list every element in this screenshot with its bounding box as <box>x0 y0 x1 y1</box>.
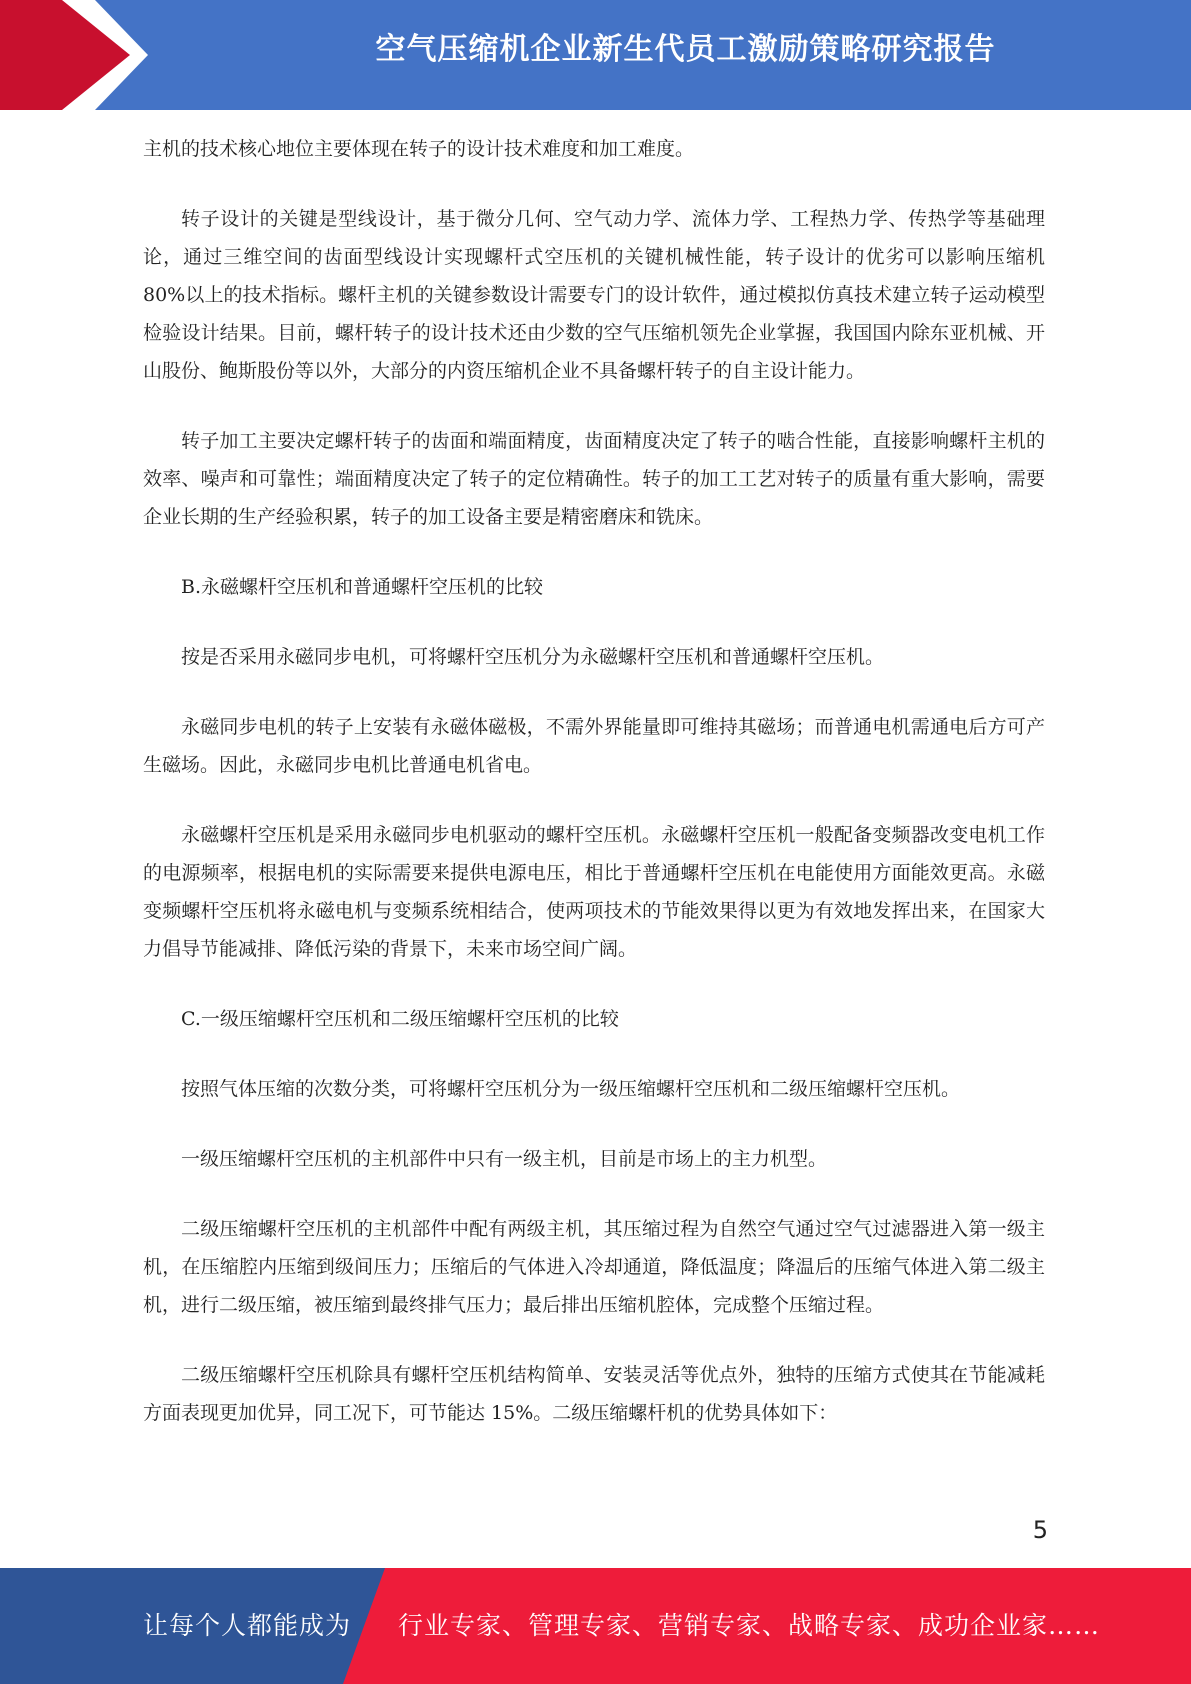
section-heading: B.永磁螺杆空压机和普通螺杆空压机的比较 <box>181 576 544 598</box>
header-chevron-icon <box>0 0 160 110</box>
document-title: 空气压缩机企业新生代员工激励策略研究报告 <box>375 32 996 67</box>
section-heading: C.一级压缩螺杆空压机和二级压缩螺杆空压机的比较 <box>181 1008 619 1030</box>
page-number: 5 <box>1032 1516 1048 1544</box>
paragraph: 按照气体压缩的次数分类，可将螺杆空压机分为一级压缩螺杆空压机和二级压缩螺杆空压机。 <box>181 1078 961 1100</box>
paragraph: 永磁螺杆空压机是采用永磁同步电机驱动的螺杆空压机。永磁螺杆空压机一般配备变频器改变电机工作的电源频率，根据电机的实际需要来提供电源电压，相比于普通螺杆空压机在电能使用方面能效更高。永磁变频螺杆空压机将永磁电机与变频系统相结合，使两项技术的节能效果得以更为有效地发挥出来，在国家大力倡导节能减排、降低污染的背景下，未来市场空间广阔。 <box>143 824 1045 960</box>
paragraph: 按是否采用永磁同步电机，可将螺杆空压机分为永磁螺杆空压机和普通螺杆空压机。 <box>181 646 885 668</box>
page-footer <box>0 1568 1191 1684</box>
document-body <box>143 130 1045 1464</box>
paragraph: 主机的技术核心地位主要体现在转子的设计技术难度和加工难度。 <box>143 138 695 160</box>
paragraph: 永磁同步电机的转子上安装有永磁体磁极，不需外界能量即可维持其磁场；而普通电机需通电后方可产生磁场。因此，永磁同步电机比普通电机省电。 <box>143 716 1045 776</box>
paragraph: 一级压缩螺杆空压机的主机部件中只有一级主机，目前是市场上的主力机型。 <box>181 1148 828 1170</box>
paragraph: 二级压缩螺杆空压机除具有螺杆空压机结构简单、安装灵活等优点外，独特的压缩方式使其在节能减耗方面表现更加优异，同工况下，可节能达 15%。二级压缩螺杆机的优势具体如下： <box>143 1364 1045 1424</box>
paragraph: 二级压缩螺杆空压机的主机部件中配有两级主机，其压缩过程为自然空气通过空气过滤器进入第一级主机，在压缩腔内压缩到级间压力；压缩后的气体进入冷却通道，降低温度；降温后的压缩气体进入第二级主机，进行二级压缩，被压缩到最终排气压力；最后排出压缩机腔体，完成整个压缩过程。 <box>143 1218 1045 1316</box>
footer-slogan-left: 让每个人都能成为 <box>143 1611 352 1640</box>
page-header <box>0 0 1191 110</box>
paragraph: 转子设计的关键是型线设计，基于微分几何、空气动力学、流体力学、工程热力学、传热学等基础理论，通过三维空间的齿面型线设计实现螺杆式空压机的关键机械性能，转子设计的优劣可以影响压缩机 80%以上的技术指标。螺杆主机的关键参数设计需要专门的设计软件，通过模拟仿真技术建立转子运动模型检验设计结果。目前，螺杆转子的设计技术还由少数的空气压缩机领先企业掌握，我国国内除东亚机械、开山股份、鲍斯股份等以外，大部分的内资压缩机企业不具备螺杆转子的自主设计能力。 <box>143 208 1045 382</box>
paragraph: 转子加工主要决定螺杆转子的齿面和端面精度，齿面精度决定了转子的啮合性能，直接影响螺杆主机的效率、噪声和可靠性；端面精度决定了转子的定位精确性。转子的加工工艺对转子的质量有重大影响，需要企业长期的生产经验积累，转子的加工设备主要是精密磨床和铣床。 <box>143 430 1045 528</box>
footer-slogan-right: 行业专家、管理专家、营销专家、战略专家、成功企业家…… <box>398 1611 1101 1640</box>
